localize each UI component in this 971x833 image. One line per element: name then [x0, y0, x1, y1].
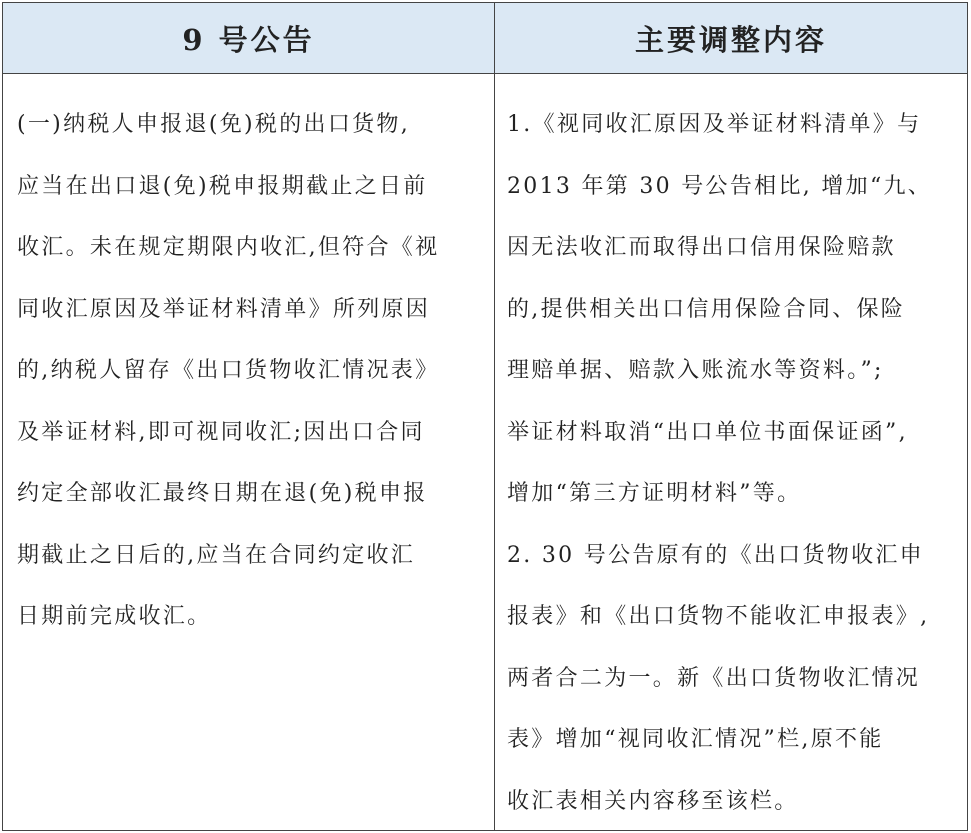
- right-text-line: 增加“第三方证明材料”等。: [507, 481, 802, 506]
- table-header: [3, 3, 967, 74]
- right-text-line: 举证材料取消“出口单位书面保证函”,: [507, 419, 908, 445]
- right-text-line: 2013 年第 30 号公告相比, 增加“九、: [507, 173, 933, 199]
- left-text-line: 及举证材料,即可视同收汇;因出口合同: [17, 419, 425, 445]
- announcement-9-cell: [3, 74, 495, 830]
- left-text-line: 应当在出口退(免)税申报期截止之日前: [17, 173, 428, 199]
- right-text-line: 表》增加“视同收汇情况”栏,原不能: [507, 727, 884, 752]
- left-text-line: 约定全部收汇最终日期在退(免)税申报: [17, 481, 428, 506]
- main-adjustments-cell: [495, 74, 967, 830]
- left-text-line: (一)纳税人申报退(免)税的出口货物,: [17, 112, 411, 137]
- right-text-line: 因无法收汇而取得出口信用保险赔款: [507, 235, 896, 260]
- right-text-line: 收汇表相关内容移至该栏。: [507, 788, 799, 814]
- left-text-line: 期截止之日后的,应当在合同约定收汇: [17, 542, 416, 568]
- left-text-line: 同收汇原因及举证材料清单》所列原因: [17, 296, 431, 322]
- right-text-line: 的,提供相关出口信用保险合同、保险: [507, 296, 906, 322]
- header-main-adjustments: 主要调整内容: [634, 22, 827, 57]
- right-text-line: 报表》和《出口货物不能收汇申报表》,: [507, 604, 930, 629]
- table-row: [3, 74, 967, 830]
- left-text-line: 的,纳税人留存《出口货物收汇情况表》: [17, 358, 440, 383]
- right-text-line: 1.《视同收汇原因及举证材料清单》与: [507, 112, 922, 137]
- left-text-line: 日期前完成收汇。: [17, 604, 212, 629]
- comparison-table: [2, 2, 968, 831]
- right-text-line: 2. 30 号公告原有的《出口货物收汇申: [507, 542, 924, 568]
- header-announcement-9: 9 号公告: [3, 3, 495, 73]
- left-text-line: 收汇。未在规定期限内收汇,但符合《视: [17, 235, 440, 260]
- right-text-line: 理赔单据、赔款入账流水等资料。”;: [507, 358, 884, 383]
- right-text-line: 两者合二为一。新《出口货物收汇情况: [507, 665, 921, 691]
